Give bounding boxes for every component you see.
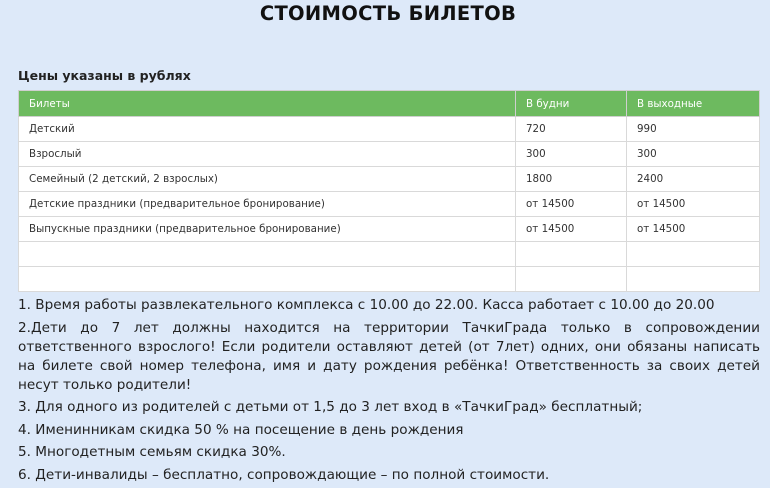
page-title: СТОИМОСТЬ БИЛЕТОВ (259, 2, 517, 25)
empty-cell (516, 242, 627, 267)
weekend-price: 300 (627, 142, 760, 167)
table-row (19, 117, 760, 142)
table-row (19, 142, 760, 167)
table-row-empty (19, 242, 760, 267)
table-row (19, 217, 760, 242)
table-row (19, 192, 760, 217)
empty-cell (627, 267, 760, 292)
price-note: Цены указаны в рублях (18, 68, 191, 83)
table-row-empty (19, 267, 760, 292)
weekday-price: 300 (516, 142, 627, 167)
header-tickets: Билеты (19, 91, 516, 117)
empty-cell (627, 242, 760, 267)
empty-cell (19, 242, 516, 267)
rule-parent-free-entry: 3. Для одного из родителей с детьми от 1,5 до 3 лет вход в «ТачкиГрад» бесплатный; (18, 399, 643, 415)
header-weekdays: В будни (516, 91, 627, 117)
weekday-price: от 14500 (516, 217, 627, 242)
weekday-price: 720 (516, 117, 627, 142)
rule-opening-hours: 1. Время работы развлекательного комплекса с 10.00 до 22.00. Касса работает с 10.00 до 20.00 (18, 297, 715, 313)
rules-list (18, 296, 760, 488)
empty-cell (516, 267, 627, 292)
ticket-name: Детские праздники (предварительное бронирование) (19, 192, 516, 217)
table-row (19, 167, 760, 192)
ticket-name: Семейный (2 детский, 2 взрослых) (19, 167, 516, 192)
price-table (18, 90, 760, 292)
rule-large-family-discount: 5. Многодетным семьям скидка 30%. (18, 444, 286, 460)
table-header-row (19, 91, 760, 117)
rule-disabled-children: 6. Дети-инвалиды – бесплатно, сопровождающие – по полной стоимости. (18, 466, 550, 483)
rule-birthday-discount: 4. Именинникам скидка 50 % на посещение в день рождения (18, 421, 464, 438)
weekday-price: от 14500 (516, 192, 627, 217)
weekend-price: от 14500 (627, 217, 760, 242)
ticket-name: Выпускные праздники (предварительное бронирование) (19, 217, 516, 242)
rule-children-supervision: 2.Дети до 7 лет должны находится на территории ТачкиГрада только в сопровождении ответственного взрослого! Если родители оставляют детей (от 7лет) одних, они обязаны написать на билете свой номер телефона, имя и дату рождения ребёнка! Ответственность за своих детей несут только родители! (18, 319, 760, 393)
ticket-name: Детский (19, 117, 516, 142)
weekend-price: 990 (627, 117, 760, 142)
weekend-price: от 14500 (627, 192, 760, 217)
weekend-price: 2400 (627, 167, 760, 192)
weekday-price: 1800 (516, 167, 627, 192)
header-weekends: В выходные (627, 91, 760, 117)
ticket-name: Взрослый (19, 142, 516, 167)
empty-cell (19, 267, 516, 292)
